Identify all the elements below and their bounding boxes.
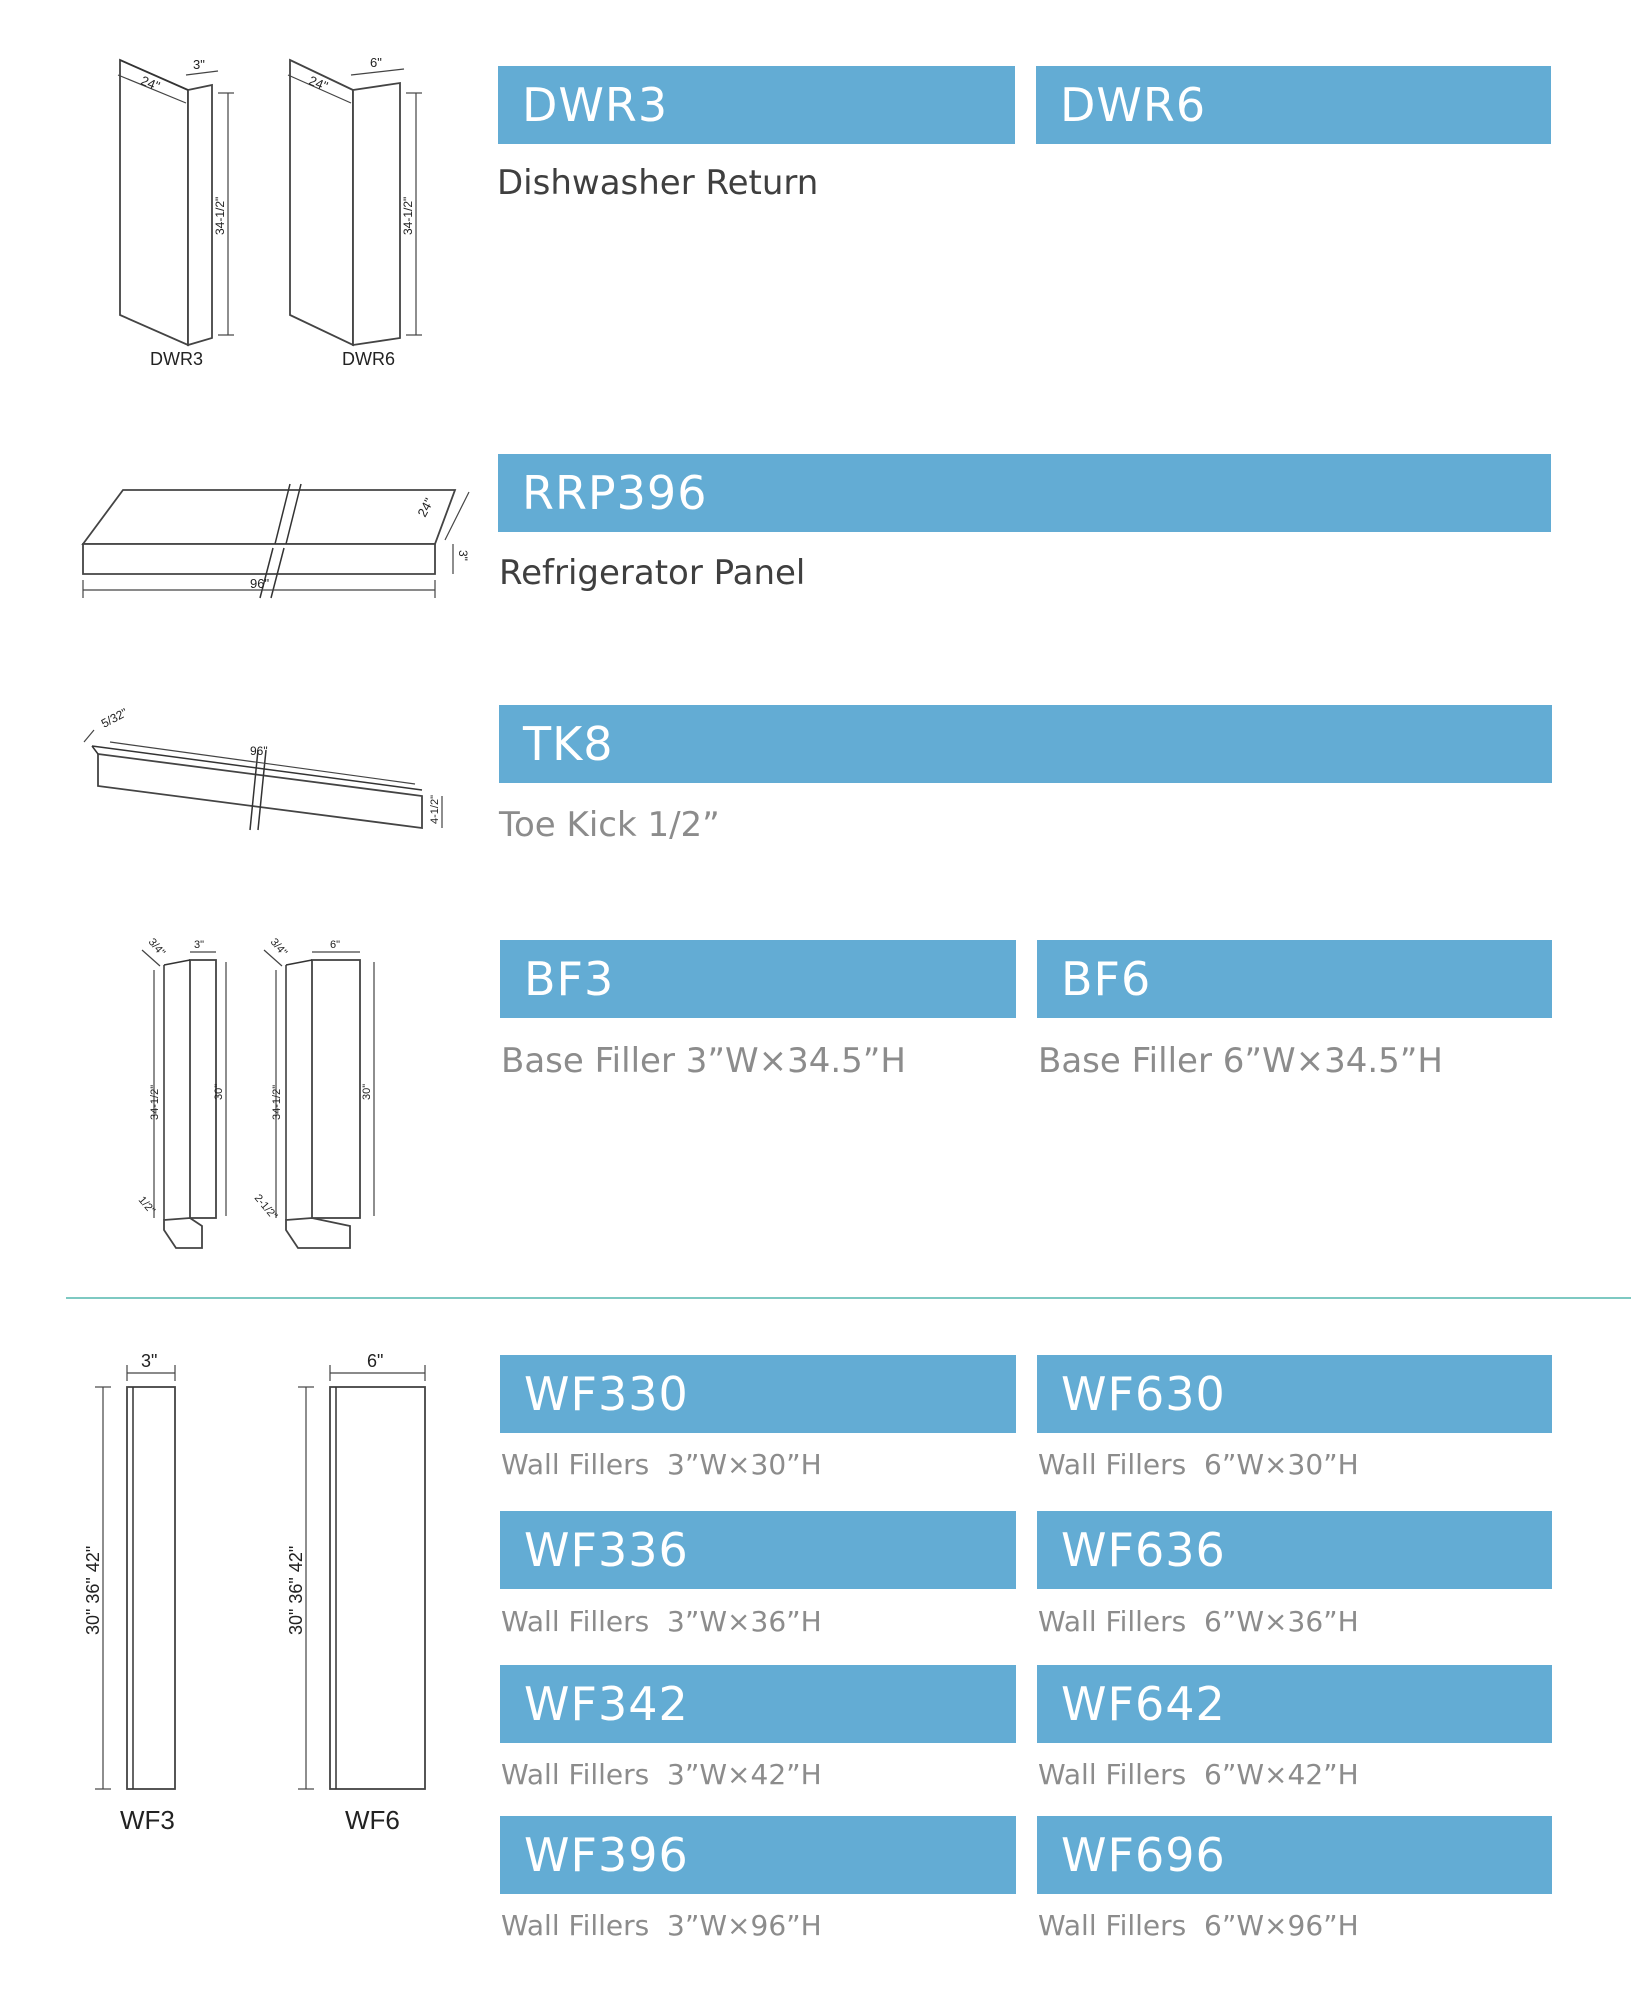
dwr3-depth-dim: 24"	[138, 72, 163, 94]
tk-code-bar: TK8	[499, 705, 1552, 783]
rrp-code-bar: RRP396	[498, 454, 1551, 532]
wf342-description: Wall Fillers 3”W×42”H	[501, 1758, 822, 1791]
tk-height-dim: 4-1/2"	[429, 795, 441, 824]
bf3-depth-dim: 3/4"	[145, 936, 168, 959]
wf3-label: WF3	[120, 1805, 175, 1835]
wf630-code-bar: WF630	[1037, 1355, 1552, 1433]
dwr3-code-bar: DWR3	[498, 66, 1015, 144]
dwr3-height-dim: 34-1/2"	[213, 196, 227, 235]
dwr6-code-bar: DWR6	[1036, 66, 1551, 144]
dwr6-depth-dim: 24"	[306, 72, 331, 94]
dwr-drawing	[100, 45, 440, 375]
wf630-description: Wall Fillers 6”W×30”H	[1038, 1448, 1359, 1481]
bf3-description: Base Filler 3”W×34.5”H	[501, 1041, 906, 1081]
rrp-depth-dim: 24"	[414, 495, 437, 520]
bf6-depth-dim: 3/4"	[267, 936, 290, 959]
bf-drawing	[130, 930, 430, 1260]
wf642-code-bar: WF642	[1037, 1665, 1552, 1743]
bf6-foot-dim: 2-1/2"	[251, 1192, 280, 1223]
bf3-width-dim: 3"	[194, 939, 205, 951]
bf3-inner-dim: 30"	[213, 1083, 225, 1100]
wf6-label: WF6	[345, 1805, 400, 1835]
dwr3-label: DWR3	[150, 349, 203, 369]
dwr-description: Dishwasher Return	[497, 163, 819, 203]
wf696-code-bar: WF696	[1037, 1816, 1552, 1894]
tk-length-dim: 96"	[250, 744, 268, 758]
wf6-width-dim: 6"	[367, 1351, 384, 1371]
wf3-heights-dim: 30" 36" 42"	[83, 1545, 103, 1635]
bf3-drawing	[136, 936, 226, 1248]
rrp-drawing	[75, 470, 475, 610]
bf3-height-dim: 34-1/2"	[149, 1084, 161, 1120]
wf342-code-bar: WF342	[500, 1665, 1016, 1743]
wf6-drawing	[286, 1351, 425, 1835]
wf336-code-bar: WF336	[500, 1511, 1016, 1589]
wf330-description: Wall Fillers 3”W×30”H	[501, 1448, 822, 1481]
bf6-description: Base Filler 6”W×34.5”H	[1038, 1041, 1443, 1081]
bf6-height-dim: 34-1/2"	[271, 1084, 283, 1120]
wf3-width-dim: 3"	[141, 1351, 158, 1371]
bf3-code-bar: BF3	[500, 940, 1016, 1018]
bf6-width-dim: 6"	[330, 939, 341, 951]
wf636-description: Wall Fillers 6”W×36”H	[1038, 1605, 1359, 1638]
wf-drawing	[75, 1345, 455, 1845]
wf636-code-bar: WF636	[1037, 1511, 1552, 1589]
wf6-heights-dim: 30" 36" 42"	[286, 1545, 306, 1635]
wf336-description: Wall Fillers 3”W×36”H	[501, 1605, 822, 1638]
wf396-code-bar: WF396	[500, 1816, 1016, 1894]
tk-drawing	[70, 700, 460, 850]
bf6-inner-dim: 30"	[361, 1083, 373, 1100]
bf6-drawing	[252, 936, 374, 1248]
wf396-description: Wall Fillers 3”W×96”H	[501, 1909, 822, 1942]
rrp-thickness-dim: 3"	[456, 550, 470, 561]
tk-thickness-dim: 5/32"	[98, 705, 130, 731]
dwr6-height-dim: 34-1/2"	[401, 196, 415, 235]
section-divider	[66, 1297, 1631, 1299]
dwr6-drawing	[288, 55, 422, 369]
dwr6-label: DWR6	[342, 349, 395, 369]
bf6-code-bar: BF6	[1037, 940, 1552, 1018]
dwr3-drawing	[118, 57, 234, 369]
dwr3-width-dim: 3"	[193, 57, 205, 72]
rrp-description: Refrigerator Panel	[499, 553, 806, 593]
tk-description: Toe Kick 1/2”	[499, 805, 720, 845]
rrp-length-dim: 96"	[250, 576, 270, 591]
wf3-drawing	[83, 1351, 175, 1835]
bf3-foot-dim: 1/2"	[135, 1194, 158, 1217]
dwr6-width-dim: 6"	[370, 55, 382, 70]
wf330-code-bar: WF330	[500, 1355, 1016, 1433]
wf696-description: Wall Fillers 6”W×96”H	[1038, 1909, 1359, 1942]
wf642-description: Wall Fillers 6”W×42”H	[1038, 1758, 1359, 1791]
